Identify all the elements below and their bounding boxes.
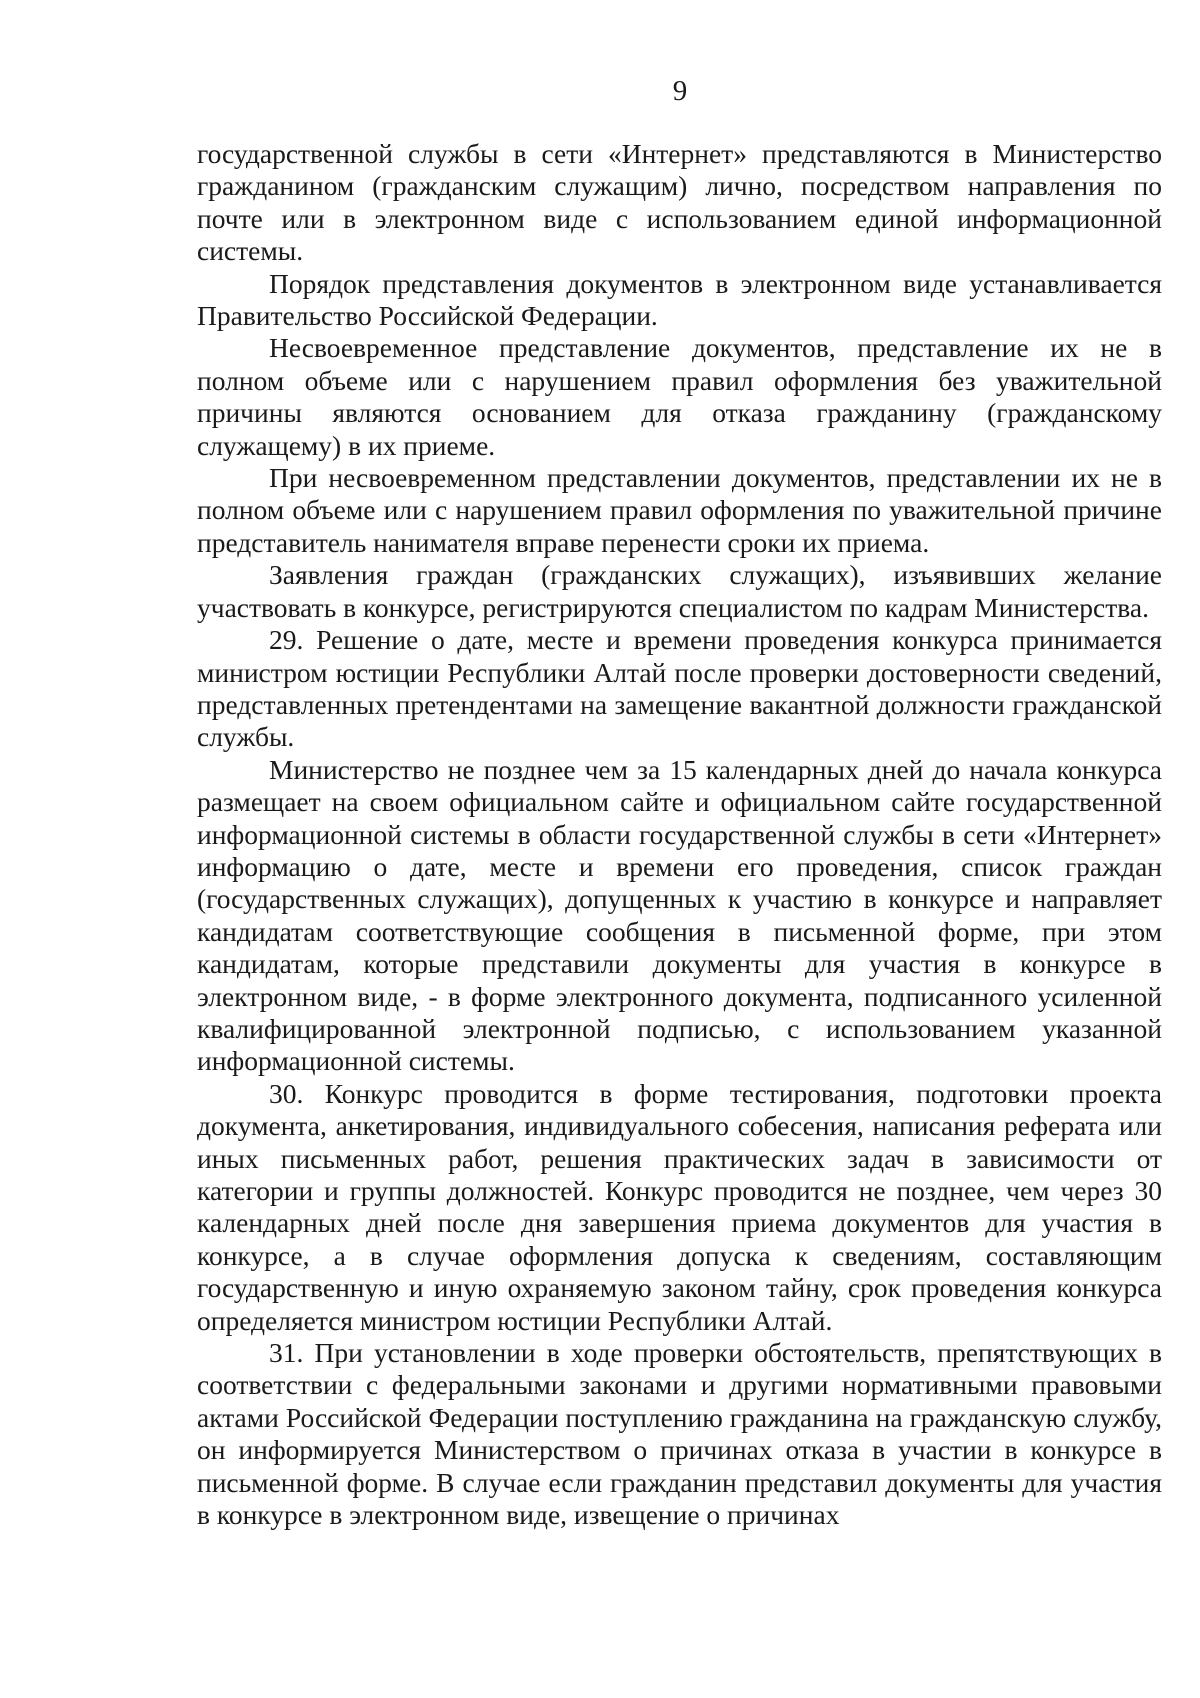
paragraph-item-29: 29. Решение о дате, месте и времени проведения конкурса принимается министром юстиции Республики Алтай после проверки достоверности сведений, представленных претендентами на замещение вакантной должности гражданской службы.	[197, 624, 1162, 753]
paragraph-submission-order: Порядок представления документов в электронном виде устанавливается Правительство Российской Федерации.	[197, 267, 1162, 332]
paragraph-registration: Заявления граждан (гражданских служащих), изъявивших желание участвовать в конкурсе, регистрируются специалистом по кадрам Министерства.	[197, 559, 1162, 623]
paragraph-deadline-extension: При несвоевременном представлении документов, представлении их не в полном объеме или с нарушением правил оформления по уважительной причине представитель нанимателя вправе перенести сроки их приема.	[197, 462, 1162, 558]
paragraph-continuation: государственной службы в сети «Интернет» представляются в Министерство гражданином (гражданским служащим) лично, посредством направления по почте или в электронном виде с использованием единой информационной системы.	[197, 138, 1162, 267]
page-number: 9	[672, 75, 688, 107]
paragraph-item-30: 30. Конкурс проводится в форме тестирования, подготовки проекта документа, анкетирования, индивидуального собесения, написания реферата или иных письменных работ, решения практических задач в зависимости от категории и группы должностей. Конкурс проводится не позднее, чем через 30 календарных дней после дня завершения приема документов для участия в конкурсе, а в случае оформления допуска к сведениям, составляющим государственную и иную охраняемую законом тайну, срок проведения конкурса определяется министром юстиции Республики Алтай.	[197, 1077, 1162, 1336]
paragraph-publication: Министерство не позднее чем за 15 календарных дней до начала конкурса размещает на своем официальном сайте и официальном сайте государственной информационной системы в области государственной службы в сети «Интернет» информацию о дате, месте и времени его проведения, список граждан (государственных служащих), допущенных к участию в конкурсе и направляет кандидатам соответствующие сообщения в письменной форме, при этом кандидатам, которые представили документы для участия в конкурсе в электронном виде, - в форме электронного документа, подписанного усиленной квалифицированной электронной подписью, с использованием указанной информационной системы.	[197, 753, 1162, 1077]
paragraph-refusal-grounds: Несвоевременное представление документов, представление их не в полном объеме или с нарушением правил оформления без уважительной причины являются основанием для отказа гражданину (гражданскому служащему) в их приеме.	[197, 332, 1162, 461]
paragraph-item-31: 31. При установлении в ходе проверки обстоятельств, препятствующих в соответствии с федеральными законами и другими нормативными правовыми актами Российской Федерации поступлению гражданина на гражданскую службу, он информируется Министерством о причинах отказа в участии в конкурсе в письменной форме. В случае если гражданин представил документы для участия в конкурсе в электронном виде, извещение о причинах	[197, 1337, 1162, 1531]
document-body	[197, 138, 1162, 1531]
